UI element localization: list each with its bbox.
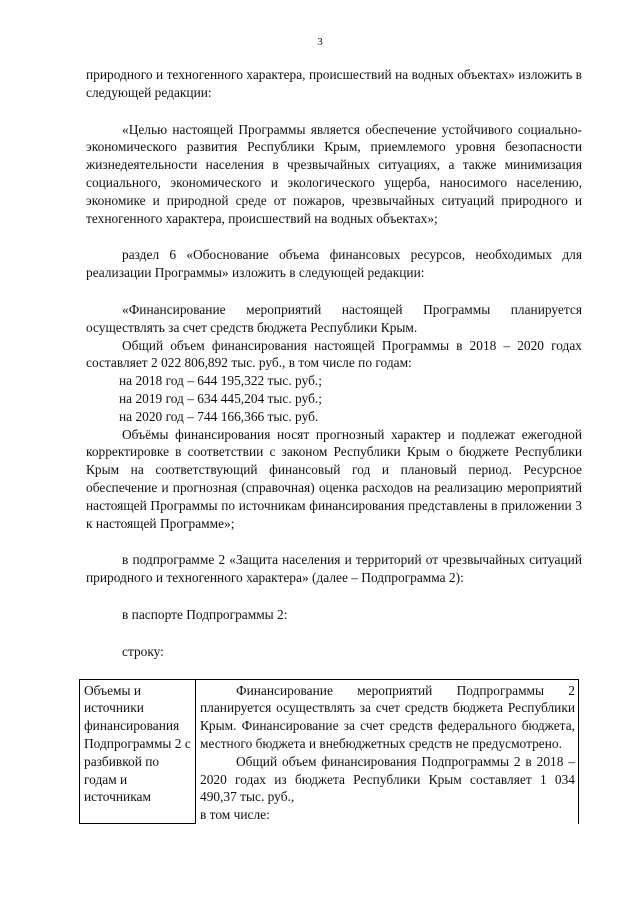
table-right-paragraph-2: Общий объем финансирования Подпрограммы 2 в 2018 – 2020 годах из бюджета Республики Крым составляет 1 034 490,37 тыс. руб., <box>200 753 575 805</box>
goal-quote-paragraph: «Целью настоящей Программы является обеспечение устойчивого социально-экономического развития Республики Крым, приемлемого уровня безопасности жизнедеятельности населения в чрезвычайных ситуациях, а также минимизация социального, экономического и экологического ущерба, наносимого населению, экономике и природной среде от пожаров, чрезвычайных ситуаций природного и техногенного характера, происшествий на водных объектах»; <box>86 121 582 226</box>
subprogram-heading: в подпрограмме 2 «Защита населения и территорий от чрезвычайных ситуаций природного и техногенного характера» (далее – Подпрограмма 2): <box>86 552 582 586</box>
page-number: 3 <box>317 36 323 48</box>
financing-paragraph-2: Общий объем финансирования настоящей Программы в 2018 – 2020 годах составляет 2 022 806,892 тыс. руб., в том числе по годам: <box>86 337 582 371</box>
row-line: строку: <box>122 643 164 659</box>
financing-paragraph-3: Объёмы финансирования носят прогнозный характер и подлежат ежегодной корректировке в соответствии с законом Республики Крым о бюджете Республики Крым на соответствующий финансовый год и плановый период. Ресурсное обеспечение и прогнозная (справочная) оценка расходов на реализацию мероприятий настоящей Программы по источникам финансирования представлены в приложении 3 к настоящей Программе»; <box>86 426 582 531</box>
document-body <box>86 66 582 824</box>
financing-paragraph-1: «Финансирование мероприятий настоящей Программы планируется осуществлять за счет средств бюджета Республики Крым. <box>86 301 582 335</box>
table-right-paragraph-3: в том числе: <box>200 807 270 823</box>
table-row <box>80 679 579 824</box>
section6-heading: раздел 6 «Обоснование объема финансовых ресурсов, необходимых для реализации Программы» изложить в следующей редакции: <box>86 247 582 281</box>
passport-table <box>79 679 579 825</box>
table-right-cell <box>196 679 579 824</box>
table-left-cell: Объемы и источники финансирования Подпрограммы 2 с разбивкой по годам и источникам <box>80 679 196 824</box>
year-2018-amount: на 2018 год – 644 195,322 тыс. руб.; <box>119 373 322 389</box>
year-2019-amount: на 2019 год – 634 445,204 тыс. руб.; <box>119 390 322 406</box>
passport-line: в паспорте Подпрограммы 2: <box>122 606 288 622</box>
table-right-paragraph-1: Финансирование мероприятий Подпрограммы 2 планируется осуществлять за счет средств бюджета Республики Крым. Финансирование за счет средств федерального бюджета, местного бюджета и внебюджетных средств не предусмотрено. <box>200 682 575 751</box>
year-2020-amount: на 2020 год – 744 166,366 тыс. руб. <box>119 408 319 424</box>
intro-paragraph: природного и техногенного характера, происшествий на водных объектах» изложить в следующей редакции: <box>86 67 582 100</box>
